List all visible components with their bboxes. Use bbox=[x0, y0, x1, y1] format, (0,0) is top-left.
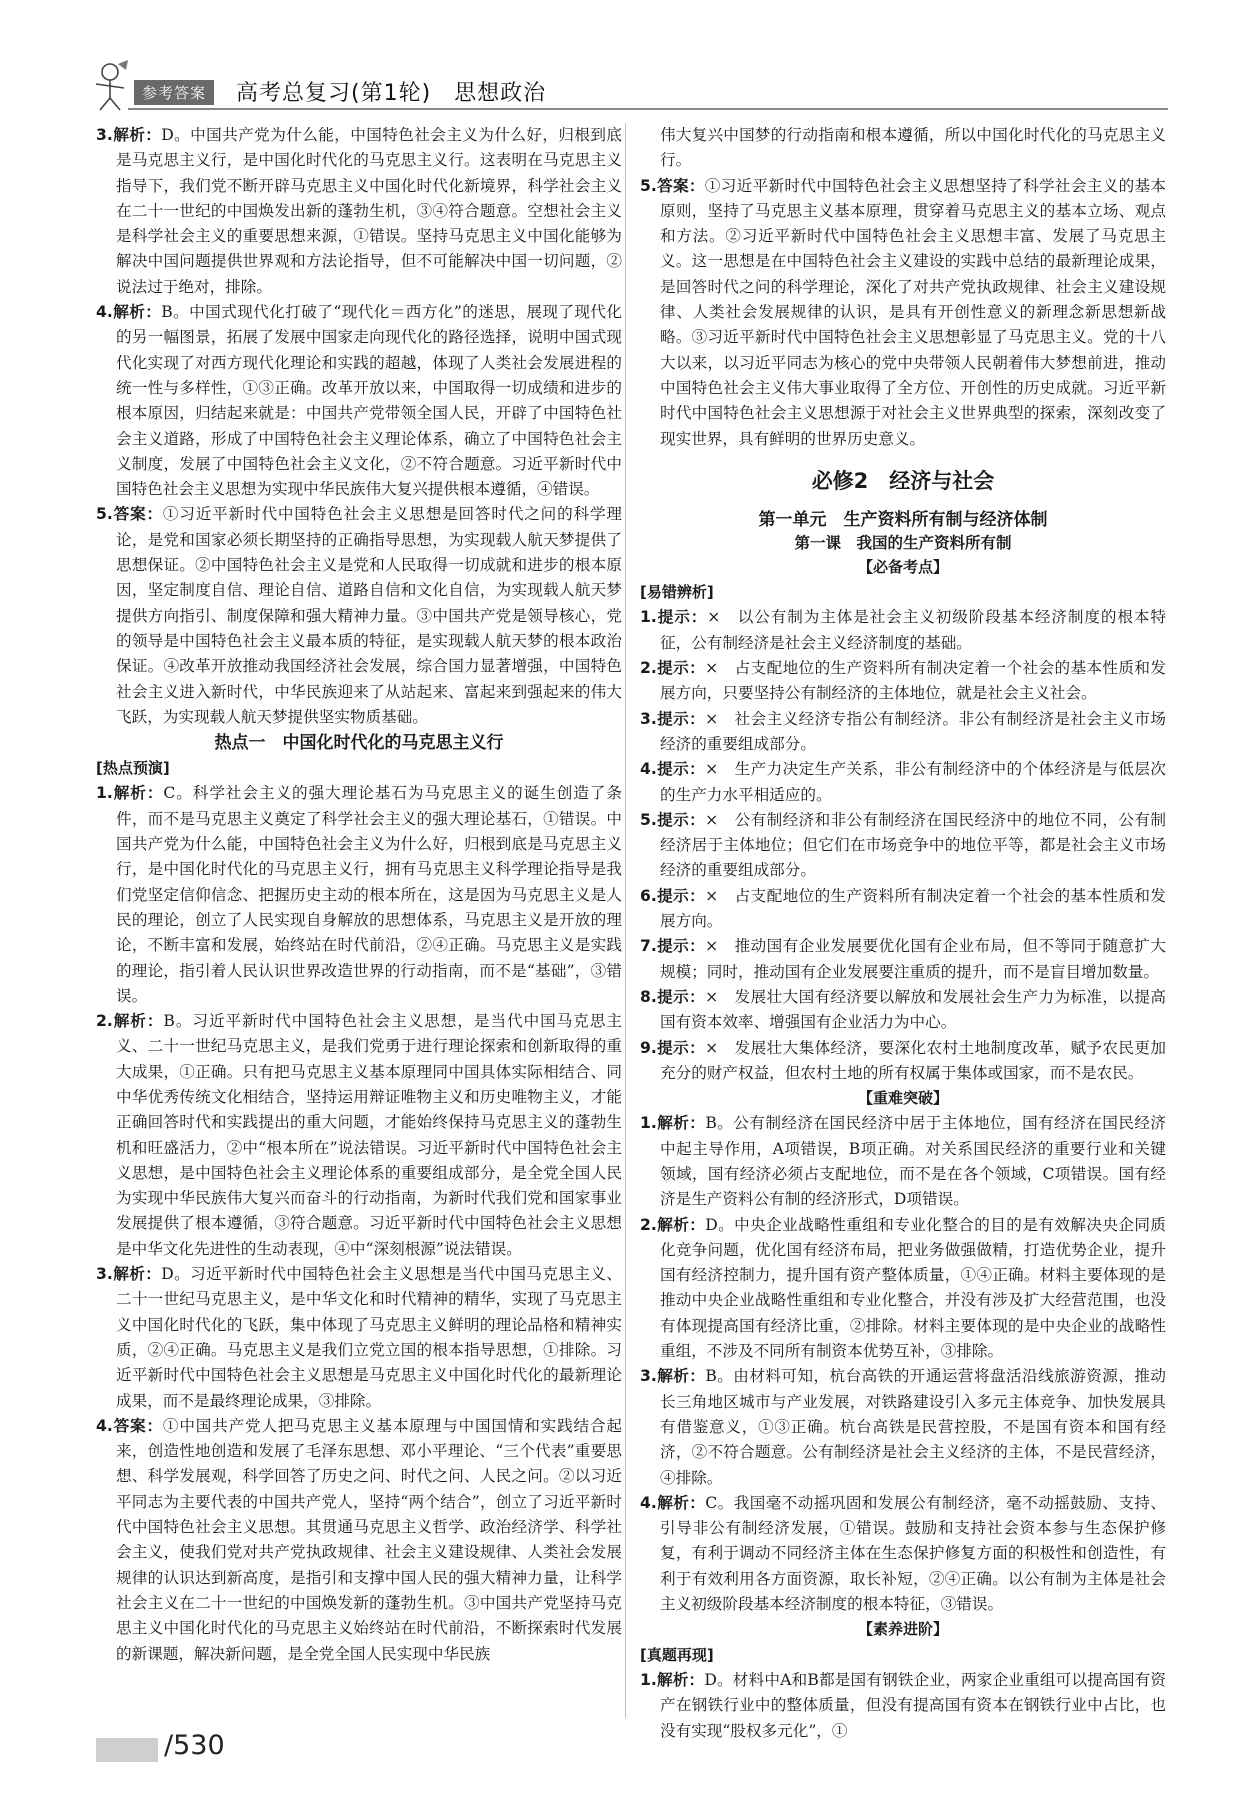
continued-paragraph: 伟大复兴中国梦的行动指南和根本遵循，所以中国化时代化的马克思主义行。 bbox=[660, 126, 1166, 170]
answer-text: D。中国共产党为什么能，中国特色社会主义为什么好，归根到底是马克思主义行，是中国化时代化的马克思主义行。这表明在马克思主义指导下，我们党不断开辟马克思主义中国化时代化新境界，科学社会主义在二十一世纪的中国焕发出新的蓬勃生机，③④符合题意。空想社会主义是科学社会主义的重要思想来源，①错误。坚持马克思主义中国化能够为解决中国问题提供世界观和方法论指导，但不可能解决中国一切问题，②说法过于绝对，排除。 bbox=[116, 126, 622, 296]
answer-text: × 生产力决定生产关系，非公有制经济中的个体经济是与低层次的生产力水平相适应的。 bbox=[660, 760, 1166, 804]
answer-item bbox=[640, 1491, 1166, 1617]
answer-text: D。材料中A和B都是国有钢铁企业，两家企业重组可以提高国有资产在钢铁行业中的整体质量，但没有提高国有资本在钢铁行业中占比，也没有实现“股权多元化”，① bbox=[660, 1670, 1166, 1740]
answer-label: 1.解析： bbox=[640, 1670, 705, 1689]
answer-item bbox=[96, 123, 622, 300]
answer-text: C。科学社会主义的强大理论基石为马克思主义的诞生创造了条件，而不是马克思主义奠定了科学社会主义的强大理论基石，①错误。中国共产党为什么能，中国特色社会主义为什么好，归根到底是马克思主义行，是中国化时代化的马克思主义行，拥有马克思主义科学理论指导是我们党坚定信仰信念、把握历史主动的根本所在，这是因为马克思主义是人民的理论，创立了人民实现自身解放的思想体系，马克思主义是开放的理论，不断丰富和发展，始终站在时代前沿，②④正确。马克思主义是实践的理论，指引着人民认识世界改造世界的行动指南，而不是“基础”，③错误。 bbox=[116, 784, 622, 1005]
answer-text: D。中央企业战略性重组和专业化整合的目的是有效解决央企同质化竞争问题，优化国有经济布局，把业务做强做精，打造优势企业，提升国有经济控制力，提升国有资产整体质量，①④正确。材料主要体现的是推动中央企业战略性重组和专业化整合，并没有涉及扩大经营范围，也没有体现提高国有经济比重，②排除。材料主要体现的是中央企业的战略性重组，不涉及不同所有制资本优势互补，③排除。 bbox=[660, 1215, 1166, 1361]
section-bracket-label: [热点预演] bbox=[96, 759, 170, 778]
right-column bbox=[640, 123, 1166, 1744]
answer-item bbox=[640, 707, 1166, 758]
answer-label: 4.解析： bbox=[640, 1493, 706, 1512]
answer-label: 5.答案： bbox=[640, 176, 705, 195]
answer-text: × 发展壮大国有经济要以解放和发展社会生产力为标准，以提高国有资本效率、增强国有企业活力为中心。 bbox=[660, 987, 1166, 1032]
mascot-icon bbox=[88, 58, 132, 114]
answer-item bbox=[640, 934, 1166, 985]
left-column bbox=[96, 123, 622, 1667]
answer-text: ①中国共产党人把马克思主义基本原理与中国国情和实践结合起来，创造性地创造和发展了毛泽东思想、邓小平理论、“三个代表”重要思想、科学发展观，科学回答了历史之问、时代之问、人民之问。②以习近平同志为主要代表的中国共产党人，坚持“两个结合”，创立了习近平新时代中国特色社会主义思想。其贯通马克思主义哲学、政治经济学、科学社会主义，使我们党对共产党执政规律、社会主义建设规律、人类社会发展规律的认识达到新高度，是指引和支撑中国人民的强大精神力量，让科学社会主义在二十一世纪的中国焕发新的蓬勃生机。③中国共产党坚持马克思主义中国化时代化的马克思主义始终站在时代前沿，不断探索时代发展的新课题，解决新问题，是全党全国人民实现中华民族 bbox=[116, 1416, 622, 1663]
lesson-heading: 第一课 我国的生产资料所有制 bbox=[794, 533, 1012, 552]
answer-label: 2.提示： bbox=[640, 659, 706, 678]
answer-label: 4.答案： bbox=[96, 1416, 163, 1435]
book-title: 高考总复习(第1轮) 思想政治 bbox=[236, 81, 547, 106]
answer-label: 5.答案： bbox=[96, 505, 163, 524]
answer-text: ①习近平新时代中国特色社会主义思想是回答时代之问的科学理论，是党和国家必须长期坚持的正确指导思想，为实现载人航天梦提供了思想保证。②中国特色社会主义是党和人民取得一切成就和进步的根本原因，坚定制度自信、理论自信、道路自信和文化自信，为实现载人航天梦提供方向指引、制度保障和强大精神力量。③中国共产党是领导核心，党的领导是中国特色社会主义最本质的特征，是实现载人航天梦的根本政治保证。④改革开放推动我国经济社会发展，综合国力显著增强，中国特色社会主义进入新时代，中华民族迎来了从站起来、富起来到强起来的伟大飞跃，为实现载人航天梦提供坚实物质基础。 bbox=[116, 505, 622, 726]
answer-item bbox=[640, 174, 1166, 452]
section-bracket-label: [易错辨析] bbox=[640, 583, 714, 602]
answer-text: × 占支配地位的生产资料所有制决定着一个社会的基本性质和发展方向，只要坚持公有制经济的主体地位，就是社会主义社会。 bbox=[660, 659, 1166, 703]
answer-item bbox=[96, 300, 622, 502]
answer-label: 3.解析： bbox=[640, 1367, 706, 1386]
answer-text: B。公有制经济在国民经济中居于主体地位，国有经济在国民经济中起主导作用，A项错误，B项正确。对关系国民经济的重要行业和关键领域，国有经济必须占支配地位，而不是在各个领域，C项错误。国有经济是生产资料公有制的经济形式，D项错误。 bbox=[660, 1114, 1166, 1209]
answer-item bbox=[640, 605, 1166, 656]
section-bracket-label: [真题再现] bbox=[640, 1645, 714, 1664]
answer-text: ①习近平新时代中国特色社会主义思想坚持了科学社会主义的基本原则，坚持了马克思主义基本原理，贯穿着马克思主义的基本立场、观点和方法。②习近平新时代中国特色社会主义思想丰富、发展了马克思主义。这一思想是在中国特色社会主义建设的实践中总结的最新理论成果，是回答时代之问的科学理论，深化了对共产党执政规律、社会主义建设规律、人类社会发展规律的认识，是具有开创性意义的新理念新思想新战略。③习近平新时代中国特色社会主义思想彰显了马克思主义。党的十八大以来，以习近平同志为核心的党中央带领人民朝着伟大梦想前进，推动中国特色社会主义伟大事业取得了全方位、开创性的历史成就。习近平新时代中国特色社会主义思想源于对社会主义世界典型的探索，深刻改变了现实世界，具有鲜明的世界历史意义。 bbox=[660, 176, 1166, 448]
answer-item bbox=[640, 808, 1166, 884]
answer-label: 8.提示： bbox=[640, 987, 706, 1006]
answer-text: × 社会主义经济专指公有制经济。非公有制经济是社会主义市场经济的重要组成部分。 bbox=[660, 709, 1166, 753]
page-header bbox=[88, 58, 1168, 118]
answer-label: 2.解析： bbox=[96, 1012, 164, 1031]
answer-tag: 参考答案 bbox=[134, 80, 214, 105]
answer-item bbox=[96, 1009, 622, 1262]
column-divider bbox=[625, 123, 626, 1718]
unit-heading: 第一单元 生产资料所有制与经济体制 bbox=[758, 509, 1048, 530]
answer-text: B。由材料可知，杭台高铁的开通运营将盘活沿线旅游资源，推动长三角地区城市与产业发展，对铁路建设引入多元主体竞争、加快发展具有借鉴意义，①③正确。杭台高铁是民营控股，不是国有资本和国有经济，②不符合题意。公有制经济是社会主义经济的主体，不是民营经济，④排除。 bbox=[660, 1367, 1166, 1487]
answer-text: × 推动国有企业发展要优化国有企业布局，但不等同于随意扩大规模；同时，推动国有企业发展要注重质的提升，而不是盲目增加数量。 bbox=[660, 937, 1166, 981]
answer-item bbox=[640, 985, 1166, 1036]
answer-text: C。我国毫不动摇巩固和发展公有制经济，毫不动摇鼓励、支持、引导非公有制经济发展，①错误。鼓励和支持社会资本参与生态保护修复，有利于调动不同经济主体在生态保护修复方面的积极性和创造性，有利于有效利用各方面资源，取长补短，②④正确。以公有制为主体是社会主义初级阶段基本经济制度的根本特征，③错误。 bbox=[660, 1493, 1166, 1614]
answer-text: × 以公有制为主体是社会主义初级阶段基本经济制度的根本特征，公有制经济是社会主义经济制度的基础。 bbox=[660, 608, 1166, 652]
answer-label: 6.提示： bbox=[640, 886, 706, 905]
answer-item bbox=[640, 757, 1166, 808]
answer-label: 3.提示： bbox=[640, 709, 706, 728]
page-number: /530 bbox=[164, 1730, 225, 1761]
answer-label: 4.解析： bbox=[96, 303, 162, 322]
answer-text: B。中国式现代化打破了“现代化＝西方化”的迷思，展现了现代化的另一幅图景，拓展了发展中国家走向现代化的路径选择，说明中国式现代化实现了对西方现代化理论和实践的超越，体现了人类社会发展进程的统一性与多样性，①③正确。改革开放以来，中国取得一切成绩和进步的根本原因，归结起来就是：中国共产党带领全国人民，开辟了中国特色社会主义道路，形成了中国特色社会主义理论体系，确立了中国特色社会主义制度，发展了中国特色社会主义文化，②不符合题意。习近平新时代中国特色社会主义思想为实现中华民族伟大复兴提供根本遵循，④错误。 bbox=[116, 303, 623, 499]
answer-item bbox=[640, 1111, 1166, 1212]
answer-label: 2.解析： bbox=[640, 1215, 706, 1234]
answer-label: 3.解析： bbox=[96, 126, 162, 144]
answer-item bbox=[640, 656, 1166, 707]
answer-label: 4.提示： bbox=[640, 760, 706, 779]
section-heading: 【素养进阶】 bbox=[857, 1620, 948, 1639]
answer-item bbox=[96, 1262, 622, 1414]
hotspot-heading: 热点一 中国化时代化的马克思主义行 bbox=[214, 733, 504, 754]
answer-text: × 占支配地位的生产资料所有制决定着一个社会的基本性质和发展方向。 bbox=[660, 886, 1166, 931]
answer-label: 5.提示： bbox=[640, 810, 706, 829]
answer-item bbox=[640, 1668, 1166, 1744]
answer-label: 9.提示： bbox=[640, 1038, 706, 1057]
answer-label: 1.解析： bbox=[640, 1114, 706, 1133]
answer-item bbox=[640, 1036, 1166, 1087]
answer-item bbox=[640, 1364, 1166, 1490]
answer-text: × 公有制经济和非公有制经济在国民经济中的地位不同，公有制经济居于主体地位；但它们在市场竞争中的地位平等，都是社会主义市场经济的重要组成部分。 bbox=[660, 810, 1166, 880]
compulsory-book-heading: 必修2 经济与社会 bbox=[811, 468, 995, 493]
answer-text: D。习近平新时代中国特色社会主义思想是当代中国马克思主义、二十一世纪马克思主义，是中华文化和时代精神的精华，实现了马克思主义中国化时代化的飞跃，集中体现了马克思主义鲜明的理论品格和精神实质，②④正确。马克思主义是我们立党立国的根本指导思想，①排除。习近平新时代中国特色社会主义思想是马克思主义中国化时代化的最新理论成果，而不是最终理论成果，③排除。 bbox=[116, 1265, 622, 1410]
header-rule bbox=[128, 108, 1168, 110]
answer-label: 1.解析： bbox=[96, 784, 164, 803]
footer-box bbox=[96, 1738, 158, 1762]
answer-item bbox=[96, 1414, 622, 1667]
answer-item bbox=[96, 781, 622, 1009]
answer-label: 1.提示： bbox=[640, 608, 708, 627]
answer-item bbox=[640, 1213, 1166, 1365]
answer-text: B。习近平新时代中国特色社会主义思想，是当代中国马克思主义、二十一世纪马克思主义，是我们党勇于进行理论探索和创新取得的重大成果，①正确。只有把马克思主义基本原理同中国具体实际相结合、同中华优秀传统文化相结合，坚持运用辩证唯物主义和历史唯物主义，才能正确回答时代和实践提出的重大问题，才能始终保持马克思主义的蓬勃生机和旺盛活力，②中“根本所在”说法错误。习近平新时代中国特色社会主义思想，是中国特色社会主义理论体系的重要组成部分，是全党全国人民为实现中华民族伟大复兴而奋斗的行动指南，为新时代我们党和国家事业发展提供了根本遵循，③符合题意。习近平新时代中国特色社会主义思想是中华文化先进性的生动表现，④中“深刻根源”说法错误。 bbox=[116, 1012, 622, 1258]
section-heading: 【必备考点】 bbox=[857, 557, 948, 576]
answer-text: × 发展壮大集体经济，要深化农村土地制度改革，赋予农民更加充分的财产权益，但农村土地的所有权属于集体或国家，而不是农民。 bbox=[660, 1038, 1166, 1082]
answer-item bbox=[96, 502, 622, 730]
section-heading: 【重难突破】 bbox=[857, 1089, 948, 1108]
answer-label: 7.提示： bbox=[640, 937, 706, 956]
answer-label: 3.解析： bbox=[96, 1265, 162, 1284]
answer-item bbox=[640, 884, 1166, 935]
